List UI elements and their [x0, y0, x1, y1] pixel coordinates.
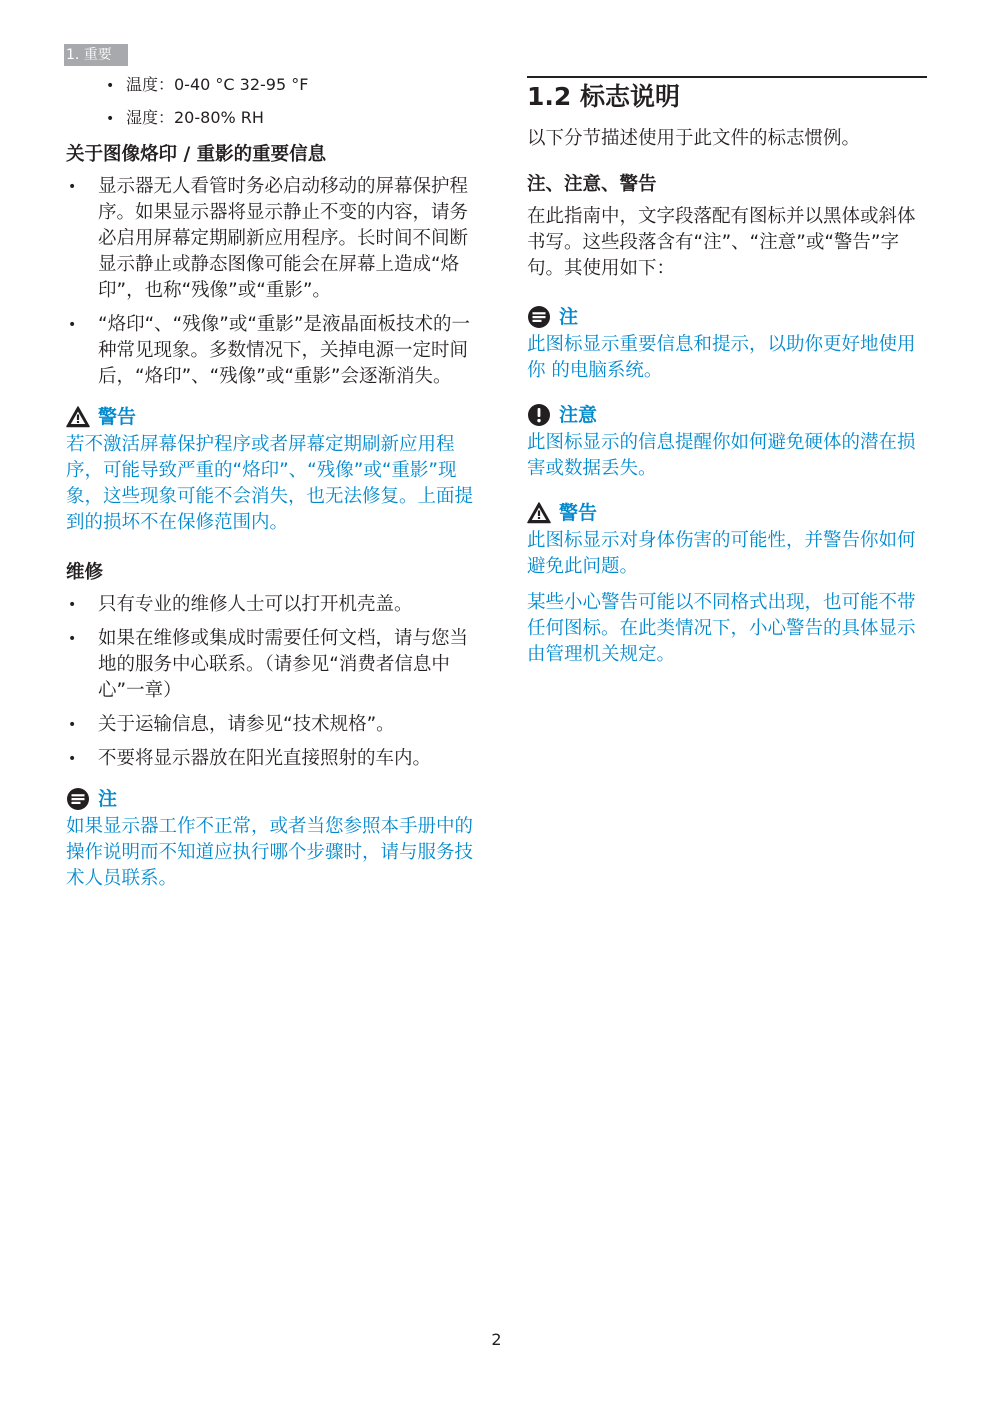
note-heading — [66, 786, 476, 812]
warning-label: 警告 — [98, 406, 137, 428]
left-column — [66, 74, 476, 892]
service-heading: 维修 — [66, 562, 104, 583]
list-item: • “烙印“、“残像”或“重影”是液晶面板技术的一种常见现象。多数情况下，关掉电源一定时间后，“烙印”、“残像”或“重影”会逐渐消失。 — [66, 312, 476, 390]
warning-label: 警告 — [559, 502, 598, 524]
list-item: • 湿度：20-80% RH — [106, 107, 476, 130]
exclamation-circle-icon — [527, 403, 551, 427]
sub-heading: 注、注意、警告 — [527, 174, 657, 195]
warning-triangle-icon — [527, 501, 551, 525]
warning-text-extra: 某些小心警告可能以不同格式出现，也可能不带任何图标。在此类情况下，小心警告的具体显示由管理机关规定。 — [527, 592, 916, 665]
note-text: 此图标显示重要信息和提示，以助你更好地使用你 的电脑系统。 — [527, 334, 916, 381]
list-item: • 关于运输信息，请参见“技术规格”。 — [66, 712, 476, 738]
page-number: 2 — [491, 1330, 502, 1349]
sub-text: 在此指南中，文字段落配有图标并以黑体或斜体书写。这些段落含有“注”、“注意”或“警告”字句。其使用如下： — [527, 206, 916, 279]
right-column — [527, 74, 927, 668]
burnin-list — [66, 174, 476, 390]
list-item: • 显示器无人看管时务必启动移动的屏幕保护程序。如果显示器将显示静止不变的内容，请务必启用屏幕定期刷新应用程序。长时间不间断显示静止或静态图像可能会在屏幕上造成“烙印”，也称“残像”或“重影”。 — [66, 174, 476, 304]
caution-text: 此图标显示的信息提醒你如何避免硬体的潜在损害或数据丢失。 — [527, 432, 916, 479]
caution-heading — [527, 402, 927, 428]
warning-triangle-icon — [66, 405, 90, 429]
note-heading — [527, 304, 927, 330]
burnin-heading: 关于图像烙印 / 重影的重要信息 — [66, 144, 327, 165]
section-title: 1.2 标志说明 — [527, 82, 680, 111]
chapter-tag: 1. 重要 — [64, 44, 128, 66]
section-intro: 以下分节描述使用于此文件的标志惯例。 — [527, 128, 861, 149]
note-label: 注 — [559, 306, 579, 328]
warning-text: 若不激活屏幕保护程序或者屏幕定期刷新应用程序，可能导致严重的“烙印”、“残像”或“重影”现象，这些现象可能不会消失，也无法修复。上面提到的损坏不在保修范围内。 — [66, 434, 474, 533]
list-item: • 温度：0-40 °C 32-95 °F — [106, 74, 476, 97]
warning-text: 此图标显示对身体伤害的可能性，并警告你如何避免此问题。 — [527, 530, 916, 577]
list-item: • 只有专业的维修人士可以打开机壳盖。 — [66, 592, 476, 618]
note-icon — [66, 787, 90, 811]
caution-label: 注意 — [559, 404, 598, 426]
warning-heading — [527, 500, 927, 526]
section-divider — [527, 76, 927, 78]
note-icon — [527, 305, 551, 329]
note-label: 注 — [98, 788, 118, 810]
warning-heading — [66, 404, 476, 430]
list-item: • 不要将显示器放在阳光直接照射的车内。 — [66, 746, 476, 772]
service-list — [66, 592, 476, 772]
environment-list — [106, 74, 476, 130]
note-text: 如果显示器工作不正常，或者当您参照本手册中的操作说明而不知道应执行哪个步骤时，请与服务技术人员联系。 — [66, 816, 474, 889]
list-item: • 如果在维修或集成时需要任何文档，请与您当地的服务中心联系。（请参见“消费者信息中心”一章） — [66, 626, 476, 704]
